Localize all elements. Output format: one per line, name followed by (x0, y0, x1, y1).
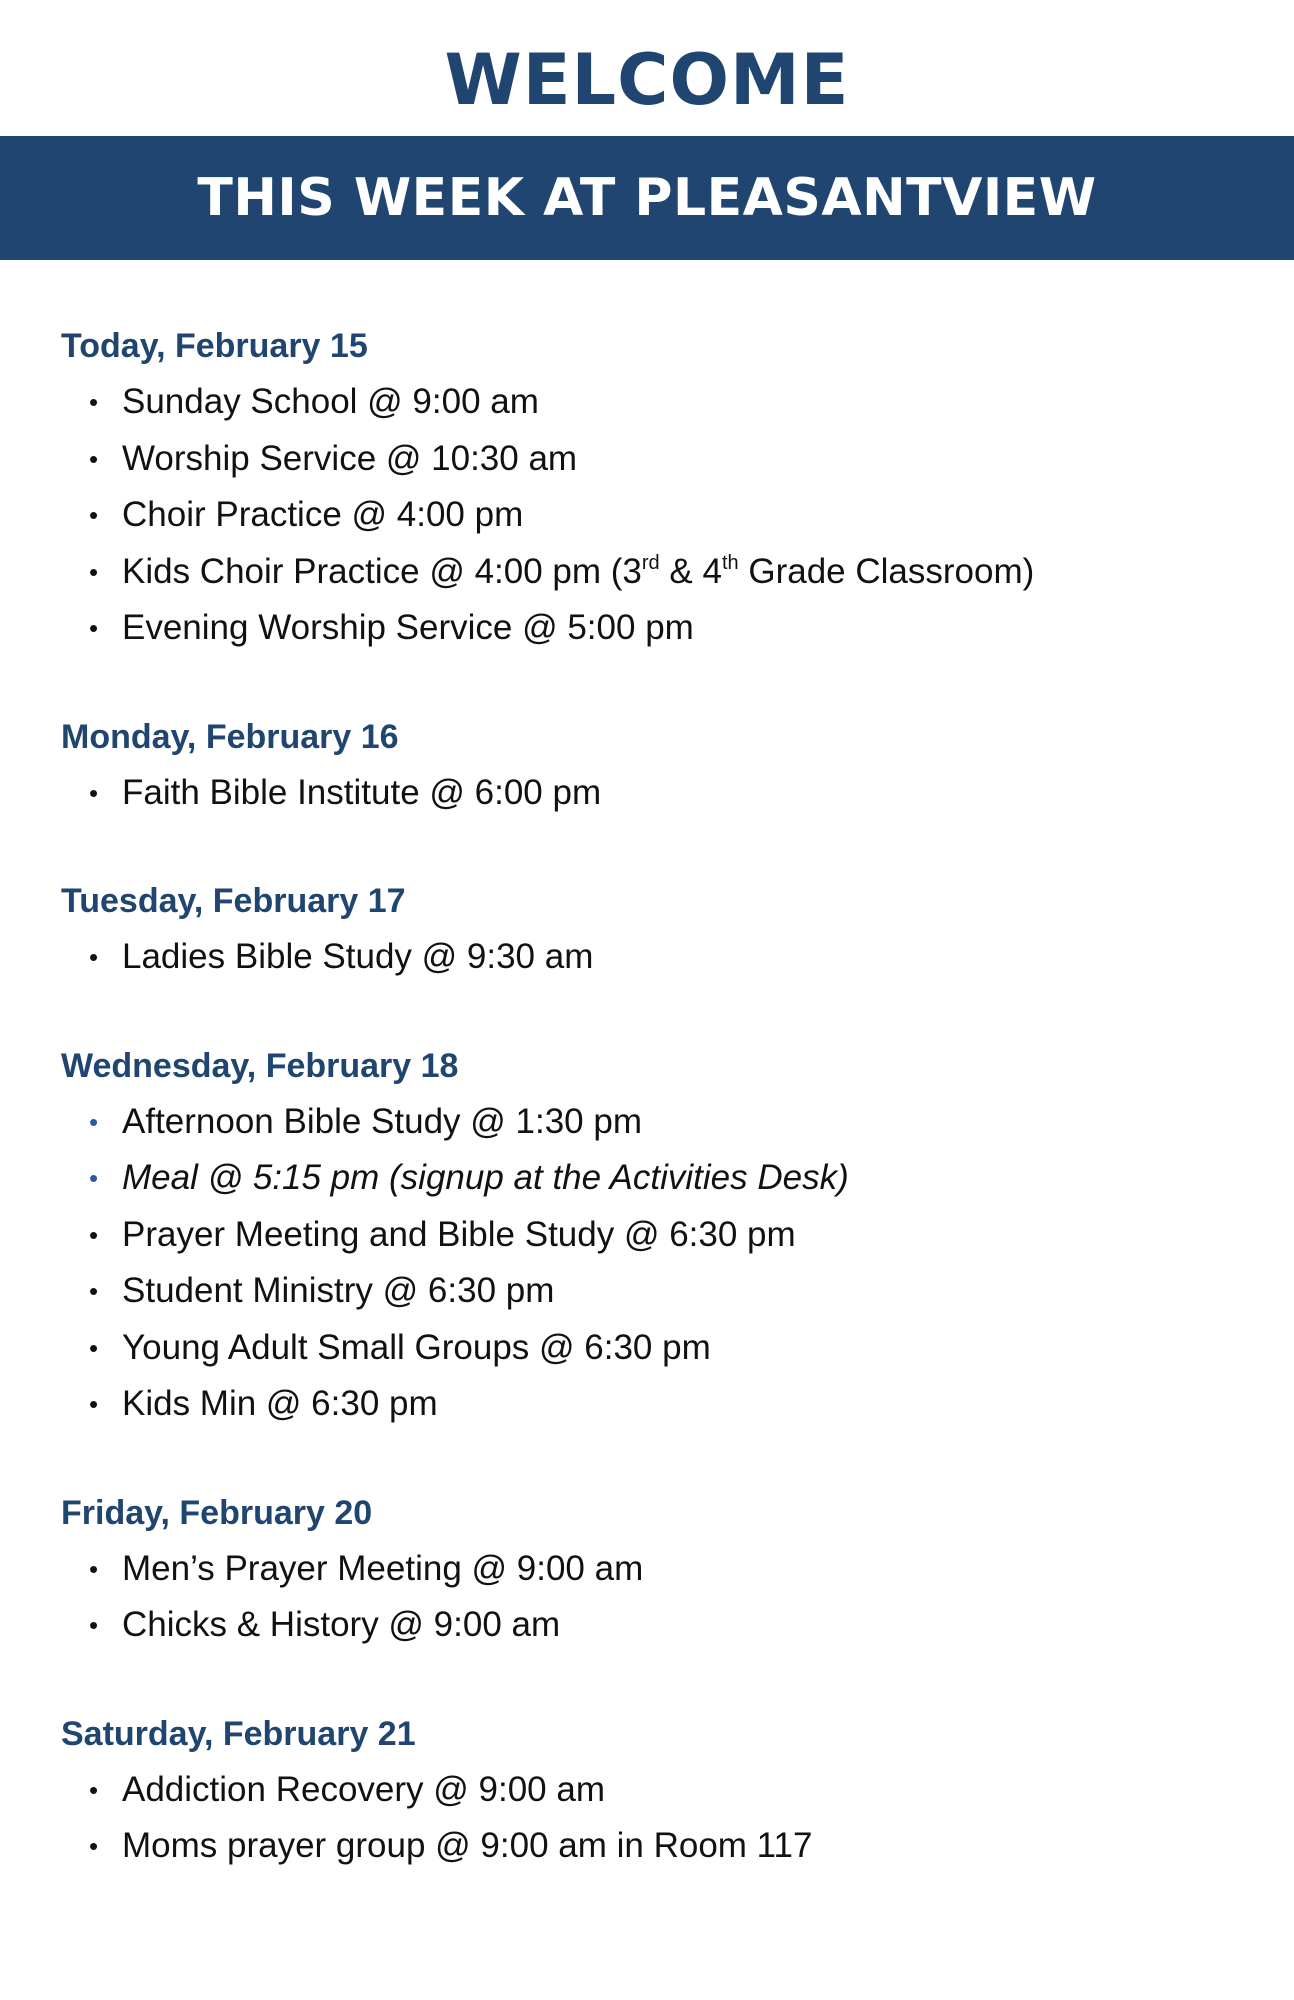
event-item: • Sunday School @ 9:00 am (61, 374, 1261, 431)
day-section-tuesday (61, 877, 1261, 986)
event-item: • Worship Service @ 10:30 am (61, 431, 1261, 488)
day-heading: Saturday, February 21 (61, 1714, 416, 1753)
bullet-icon: • (89, 1106, 99, 1137)
event-item: • Kids Choir Practice @ 4:00 pm (3rd & 4th Grade Classroom) (61, 544, 1261, 601)
event-list (61, 1762, 1261, 1875)
event-item: • Moms prayer group @ 9:00 am in Room 117 (61, 1818, 1261, 1875)
day-heading: Monday, February 16 (61, 717, 399, 756)
bullet-icon: • (89, 1774, 99, 1805)
event-item: • Meal @ 5:15 pm (signup at the Activities Desk) (61, 1150, 1261, 1207)
event-item: • Evening Worship Service @ 5:00 pm (61, 600, 1261, 657)
event-list (61, 765, 1261, 822)
day-section-saturday (61, 1710, 1261, 1875)
day-heading: Friday, February 20 (61, 1493, 373, 1532)
banner-title: THIS WEEK AT PLEASANTVIEW (197, 168, 1097, 228)
day-section-monday (61, 713, 1261, 822)
bullet-icon: • (89, 443, 99, 474)
bullet-icon: • (89, 613, 99, 643)
event-item: • Young Adult Small Groups @ 6:30 pm (61, 1320, 1261, 1377)
day-section-sunday (61, 322, 1261, 657)
bullet-icon: • (89, 777, 99, 808)
day-section-wednesday (61, 1042, 1261, 1433)
event-item: • Afternoon Bible Study @ 1:30 pm (61, 1094, 1261, 1151)
bullet-icon: • (89, 1219, 99, 1250)
welcome-title: WELCOME (444, 39, 850, 121)
bullet-icon: • (89, 1831, 99, 1861)
day-section-friday (61, 1489, 1261, 1654)
bullet-icon: • (89, 556, 99, 587)
day-heading: Today, February 15 (61, 327, 368, 365)
event-item: • Faith Bible Institute @ 6:00 pm (61, 765, 1261, 822)
event-item: • Kids Min @ 6:30 pm (61, 1376, 1261, 1433)
event-item: • Student Ministry @ 6:30 pm (61, 1263, 1261, 1320)
event-item: • Ladies Bible Study @ 9:30 am (61, 929, 1261, 986)
event-list (61, 1541, 1261, 1654)
schedule (61, 322, 1261, 1931)
bullet-icon: • (89, 500, 99, 530)
bullet-icon: • (89, 1332, 99, 1363)
bullet-icon: • (89, 1163, 99, 1193)
bullet-icon: • (89, 1276, 99, 1306)
event-item: • Prayer Meeting and Bible Study @ 6:30 pm (61, 1207, 1261, 1264)
event-list (61, 374, 1261, 657)
bullet-icon: • (89, 1553, 99, 1584)
event-list (61, 929, 1261, 986)
event-item: • Chicks & History @ 9:00 am (61, 1597, 1261, 1654)
day-heading: Tuesday, February 17 (61, 882, 406, 920)
event-item: • Addiction Recovery @ 9:00 am (61, 1762, 1261, 1819)
bullet-icon: • (89, 1389, 99, 1419)
bullet-icon: • (89, 1610, 99, 1640)
day-heading: Wednesday, February 18 (61, 1046, 459, 1085)
bullet-icon: • (89, 942, 99, 972)
week-banner (0, 136, 1294, 260)
event-item: • Choir Practice @ 4:00 pm (61, 487, 1261, 544)
event-item: • Men’s Prayer Meeting @ 9:00 am (61, 1541, 1261, 1598)
bullet-icon: • (89, 387, 99, 417)
event-list (61, 1094, 1261, 1433)
